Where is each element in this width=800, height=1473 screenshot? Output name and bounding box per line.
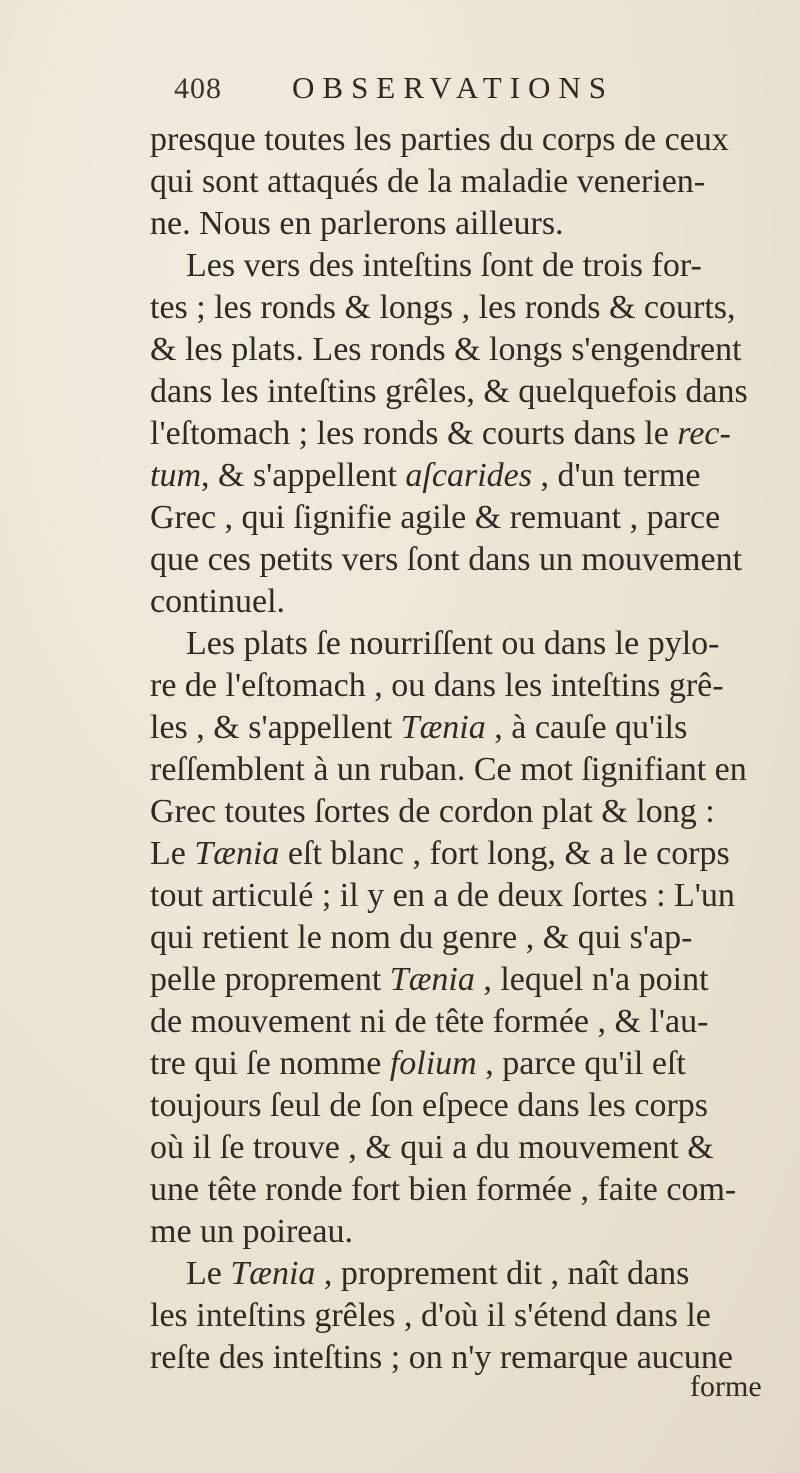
text-line: l'eſtomach ; les ronds & courts dans le rec- bbox=[150, 415, 731, 452]
text-line: Grec , qui ſignifie agile & remuant , parce bbox=[150, 499, 721, 536]
text-line: que ces petits vers ſont dans un mouvement bbox=[150, 541, 743, 578]
text-line: qui retient le nom du genre , & qui s'ap- bbox=[150, 919, 693, 956]
text-line: tout articulé ; il y en a de deux ſortes : L'un bbox=[150, 877, 735, 914]
running-title: OBSERVATIONS bbox=[292, 70, 615, 105]
text-line: pelle proprement Tænia , lequel n'a point bbox=[150, 961, 709, 998]
text-line: Grec toutes ſortes de cordon plat & long : bbox=[150, 793, 715, 830]
text-line: dans les inteſtins grêles, & quelquefois dans bbox=[150, 373, 748, 410]
text-line: où il ſe trouve , & qui a du mouvement & bbox=[150, 1129, 714, 1166]
text-line: reſſemblent à un ruban. Ce mot ſignifiant en bbox=[150, 751, 747, 788]
catchword: forme bbox=[690, 1370, 762, 1403]
text-line: qui sont attaqués de la maladie venerien- bbox=[150, 163, 706, 200]
page-number: 408 bbox=[174, 72, 222, 105]
text-line: les inteſtins grêles , d'où il s'étend dans le bbox=[150, 1297, 711, 1334]
text-line: tum, & s'appellent aſcarides , d'un terme bbox=[150, 457, 701, 494]
text-line: & les plats. Les ronds & longs s'engendrent bbox=[150, 331, 742, 368]
text-line: tre qui ſe nomme folium , parce qu'il eſt bbox=[150, 1045, 686, 1082]
text-line: de mouvement ni de tête formée , & l'au- bbox=[150, 1003, 709, 1040]
text-line: Les plats ſe nourriſſent ou dans le pylo- bbox=[186, 625, 720, 662]
text-line: presque toutes les parties du corps de ceux bbox=[150, 121, 729, 158]
text-line: Le Tænia , proprement dit , naît dans bbox=[186, 1255, 690, 1292]
text-line: Le Tænia eſt blanc , fort long, & a le corps bbox=[150, 835, 730, 872]
text-line: une tête ronde fort bien formée , faite com- bbox=[150, 1171, 737, 1208]
text-line: reſte des inteſtins ; on n'y remarque aucune bbox=[150, 1339, 733, 1376]
text-line: les , & s'appellent Tænia , à cauſe qu'ils bbox=[150, 709, 688, 746]
text-line: ne. Nous en parlerons ailleurs. bbox=[150, 205, 564, 242]
text-line: me un poireau. bbox=[150, 1213, 353, 1250]
text-line: tes ; les ronds & longs , les ronds & courts, bbox=[150, 289, 736, 326]
text-line: Les vers des inteſtins ſont de trois for- bbox=[186, 247, 702, 284]
text-line: toujours ſeul de ſon eſpece dans les corps bbox=[150, 1087, 709, 1124]
text-line: re de l'eſtomach , ou dans les inteſtins grê- bbox=[150, 667, 724, 704]
text-line: continuel. bbox=[150, 583, 286, 620]
page-header bbox=[174, 70, 734, 114]
